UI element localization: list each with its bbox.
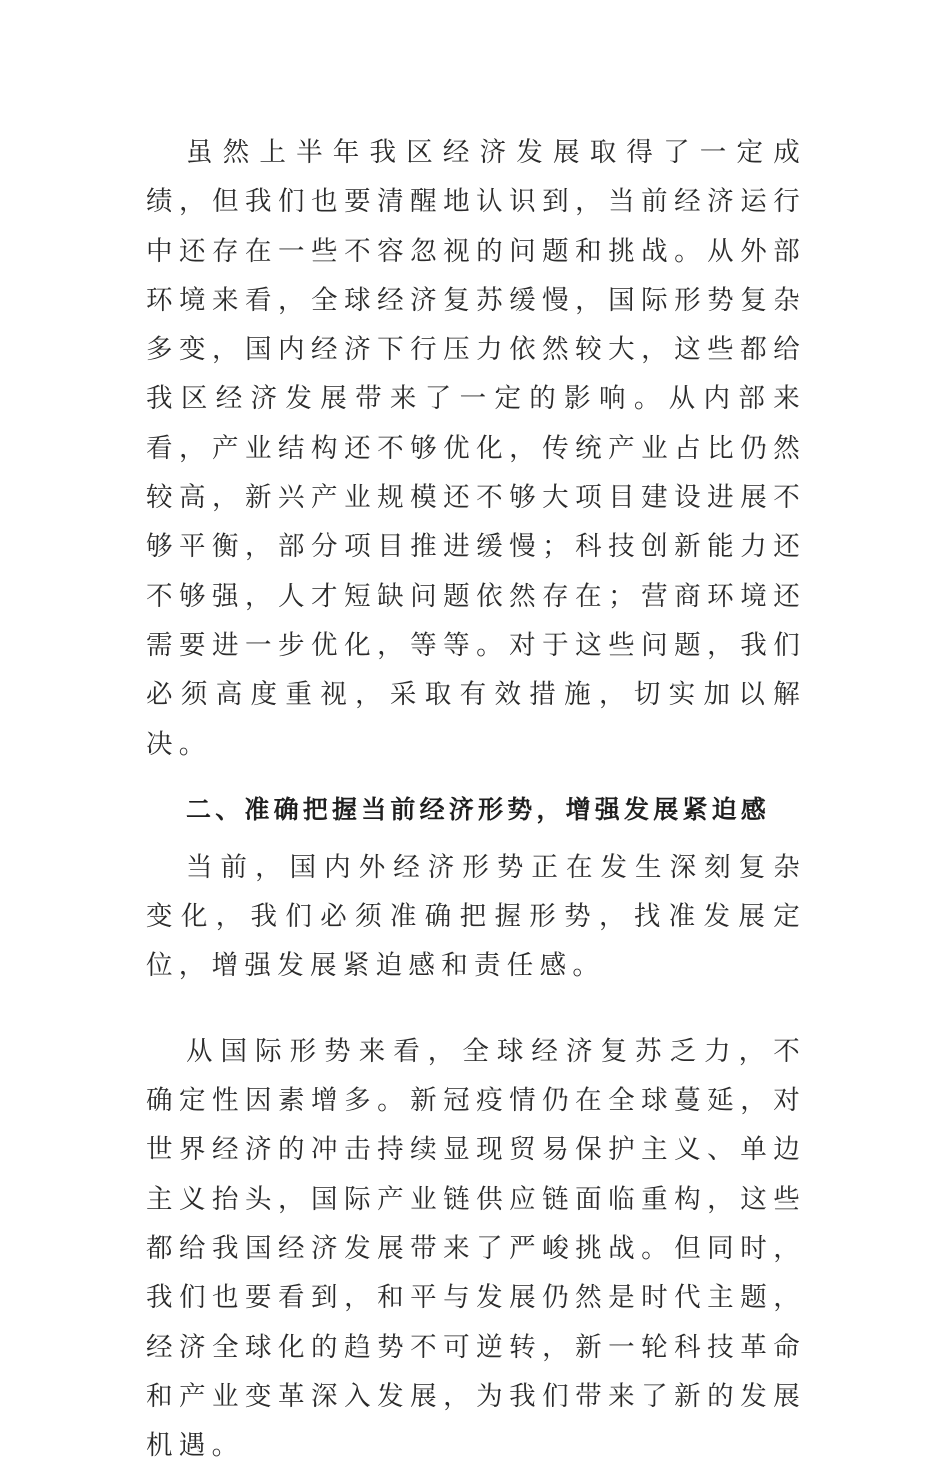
document-body — [146, 128, 806, 1470]
section-heading-2: 二、准确把握当前经济形势，增强发展紧迫感 — [186, 794, 771, 824]
paragraph-current-situation: 当前，国内外经济形势正在发生深刻复杂变化，我们必须准确把握形势，找准发展定位，增强发展紧迫感和责任感。 — [146, 851, 806, 982]
paragraph-problems: 虽然上半年我区经济发展取得了一定成绩，但我们也要清醒地认识到，当前经济运行中还存在一些不容忽视的问题和挑战。从外部环境来看，全球经济复苏缓慢，国际形势复杂多变，国内经济下行压力依然较大，这些都给我区经济发展带来了一定的影响。从内部来看，产业结构还不够优化，传统产业占比仍然较高，新兴产业规模还不够大项目建设进展不够平衡，部分项目推进缓慢；科技创新能力还不够强，人才短缺问题依然存在；营商环境还需要进一步优化，等等。对于这些问题，我们必须高度重视，采取有效措施，切实加以解决。 — [146, 137, 806, 760]
paragraph-international-situation: 从国际形势来看，全球经济复苏乏力，不确定性因素增多。新冠疫情仍在全球蔓延，对世界经济的冲击持续显现贸易保护主义、单边主义抬头，国际产业链供应链面临重构，这些都给我国经济发展带来了严峻挑战。但同时，我们也要看到，和平与发展仍然是时代主题，经济全球化的趋势不可逆转，新一轮科技革命和产业变革深入发展，为我们带来了新的发展机遇。 — [146, 1035, 806, 1462]
